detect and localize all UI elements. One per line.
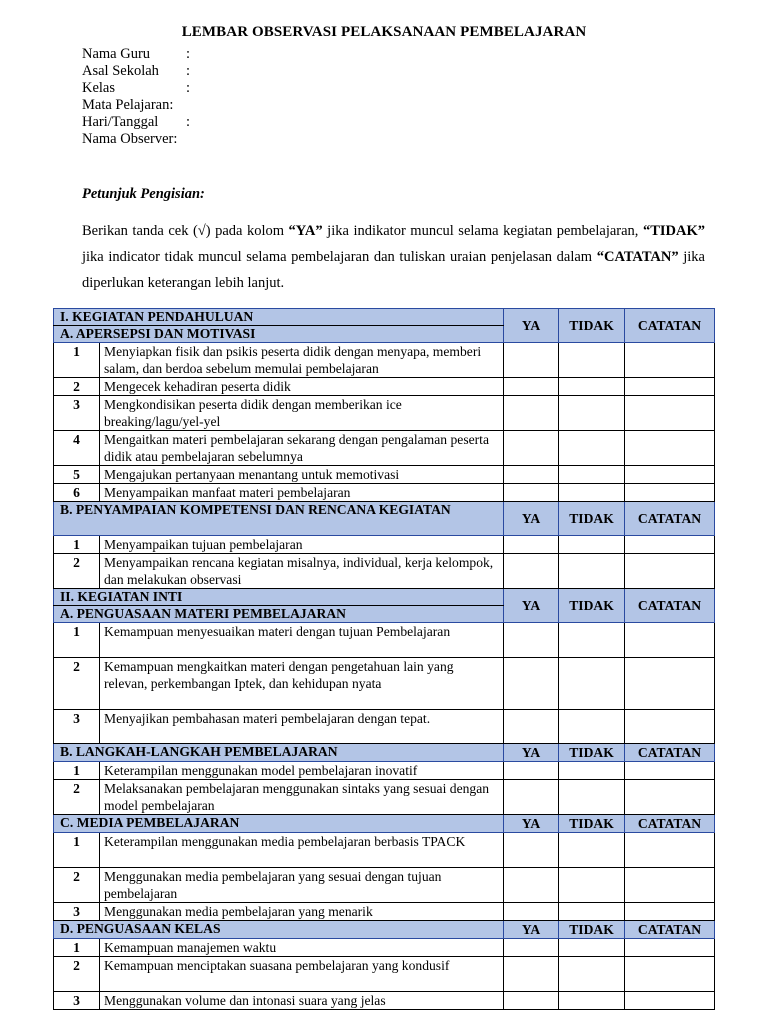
- ya-check-cell[interactable]: [504, 466, 559, 484]
- indicator-text: Menggunakan media pembelajaran yang menarik: [100, 903, 504, 921]
- info-row: [82, 131, 190, 148]
- indicator-row: [54, 762, 715, 780]
- catatan-cell[interactable]: [625, 957, 715, 992]
- catatan-cell[interactable]: [625, 623, 715, 658]
- indicator-number: 1: [54, 623, 100, 658]
- section-header-row: [54, 921, 715, 939]
- indicator-row: [54, 658, 715, 710]
- info-colon: :: [186, 63, 191, 79]
- tidak-check-cell[interactable]: [559, 343, 625, 378]
- ya-check-cell[interactable]: [504, 484, 559, 502]
- ya-check-cell[interactable]: [504, 343, 559, 378]
- tidak-check-cell[interactable]: [559, 868, 625, 903]
- ya-check-cell[interactable]: [504, 957, 559, 992]
- indicator-row: [54, 780, 715, 815]
- tidak-column-header: TIDAK: [559, 309, 625, 343]
- indicator-number: 2: [54, 868, 100, 903]
- indicator-text: Keterampilan menggunakan media pembelajaran berbasis TPACK: [100, 833, 504, 868]
- indicator-text: Melaksanakan pembelajaran menggunakan sintaks yang sesuai dengan model pembelajaran: [100, 780, 504, 815]
- indicator-row: [54, 396, 715, 431]
- indicator-row: [54, 484, 715, 502]
- instr-catatan: “CATATAN”: [596, 249, 679, 265]
- catatan-column-header: CATATAN: [625, 589, 715, 623]
- tidak-check-cell[interactable]: [559, 992, 625, 1010]
- indicator-row: [54, 536, 715, 554]
- indicator-text: Kemampuan menyesuaikan materi dengan tujuan Pembelajaran: [100, 623, 504, 658]
- indicator-number: 2: [54, 957, 100, 992]
- info-row: [82, 114, 190, 131]
- catatan-cell[interactable]: [625, 762, 715, 780]
- instr-part: jika diperlukan keterangan lebih lanjut.: [82, 249, 705, 291]
- tidak-column-header: TIDAK: [559, 921, 625, 939]
- catatan-cell[interactable]: [625, 431, 715, 466]
- tidak-check-cell[interactable]: [559, 780, 625, 815]
- catatan-cell[interactable]: [625, 903, 715, 921]
- indicator-number: 2: [54, 658, 100, 710]
- ya-check-cell[interactable]: [504, 780, 559, 815]
- instr-part: Berikan tanda cek (√) pada kolom: [82, 223, 289, 239]
- indicator-number: 1: [54, 343, 100, 378]
- catatan-cell[interactable]: [625, 536, 715, 554]
- section-heading: C. MEDIA PEMBELAJARAN: [54, 815, 504, 833]
- tidak-check-cell[interactable]: [559, 957, 625, 992]
- ya-check-cell[interactable]: [504, 868, 559, 903]
- ya-check-cell[interactable]: [504, 833, 559, 868]
- ya-column-header: YA: [504, 921, 559, 939]
- indicator-number: 6: [54, 484, 100, 502]
- ya-column-header: YA: [504, 589, 559, 623]
- indicator-row: [54, 833, 715, 868]
- document-title: LEMBAR OBSERVASI PELAKSANAAN PEMBELAJARAN: [181, 24, 587, 40]
- indicator-number: 3: [54, 710, 100, 744]
- indicator-row: [54, 868, 715, 903]
- info-label: Asal Sekolah: [82, 63, 159, 79]
- indicator-number: 3: [54, 992, 100, 1010]
- indicator-number: 1: [54, 833, 100, 868]
- instr-ya: “YA”: [288, 223, 323, 239]
- ya-check-cell[interactable]: [504, 903, 559, 921]
- ya-check-cell[interactable]: [504, 992, 559, 1010]
- tidak-column-header: TIDAK: [559, 815, 625, 833]
- ya-column-header: YA: [504, 815, 559, 833]
- indicator-text: Mengajukan pertanyaan menantang untuk memotivasi: [100, 466, 504, 484]
- indicator-number: 1: [54, 939, 100, 957]
- tidak-check-cell[interactable]: [559, 710, 625, 744]
- info-colon: :: [186, 80, 191, 96]
- info-row: [82, 97, 190, 114]
- indicator-row: [54, 903, 715, 921]
- indicator-row: [54, 957, 715, 992]
- tidak-check-cell[interactable]: [559, 939, 625, 957]
- catatan-cell[interactable]: [625, 343, 715, 378]
- section-header-row: [54, 502, 715, 536]
- indicator-text: Kemampuan menciptakan suasana pembelajaran yang kondusif: [100, 957, 504, 992]
- ya-check-cell[interactable]: [504, 762, 559, 780]
- indicator-row: [54, 431, 715, 466]
- indicator-text: Menggunakan volume dan intonasi suara yang jelas: [100, 992, 504, 1010]
- catatan-cell[interactable]: [625, 378, 715, 396]
- catatan-column-header: CATATAN: [625, 921, 715, 939]
- indicator-number: 2: [54, 780, 100, 815]
- tidak-column-header: TIDAK: [559, 589, 625, 623]
- indicator-number: 4: [54, 431, 100, 466]
- indicator-text: Menyampaikan manfaat materi pembelajaran: [100, 484, 504, 502]
- info-label: Nama Observer: [82, 131, 174, 147]
- catatan-cell[interactable]: [625, 466, 715, 484]
- tidak-check-cell[interactable]: [559, 378, 625, 396]
- indicator-text: Menyajikan pembahasan materi pembelajaran dengan tepat.: [100, 710, 504, 744]
- instr-tidak: “TIDAK”: [642, 223, 705, 239]
- catatan-cell[interactable]: [625, 658, 715, 710]
- info-colon: :: [186, 114, 191, 130]
- section-heading: B. PENYAMPAIAN KOMPETENSI DAN RENCANA KEGIATAN: [54, 502, 504, 536]
- ya-check-cell[interactable]: [504, 939, 559, 957]
- info-row: [82, 80, 190, 97]
- indicator-row: [54, 623, 715, 658]
- ya-check-cell[interactable]: [504, 658, 559, 710]
- tidak-check-cell[interactable]: [559, 554, 625, 589]
- instructions-text: [82, 218, 705, 296]
- tidak-check-cell[interactable]: [559, 431, 625, 466]
- section-header-row: [54, 815, 715, 833]
- indicator-row: [54, 343, 715, 378]
- tidak-check-cell[interactable]: [559, 536, 625, 554]
- section-heading: D. PENGUASAAN KELAS: [54, 921, 504, 939]
- section-header-row: [54, 589, 715, 606]
- tidak-check-cell[interactable]: [559, 658, 625, 710]
- indicator-number: 1: [54, 536, 100, 554]
- catatan-cell[interactable]: [625, 939, 715, 957]
- section-heading: B. LANGKAH-LANGKAH PEMBELAJARAN: [54, 744, 504, 762]
- ya-check-cell[interactable]: [504, 710, 559, 744]
- ya-check-cell[interactable]: [504, 378, 559, 396]
- indicator-number: 3: [54, 903, 100, 921]
- catatan-cell[interactable]: [625, 833, 715, 868]
- info-row: [82, 63, 190, 80]
- indicator-text: Mengaitkan materi pembelajaran sekarang dengan pengalaman peserta didik atau pembelajaran sebelumnya: [100, 431, 504, 466]
- indicator-row: [54, 992, 715, 1010]
- ya-column-header: YA: [504, 309, 559, 343]
- tidak-check-cell[interactable]: [559, 623, 625, 658]
- identity-block: [82, 46, 190, 148]
- observation-table-body: [54, 309, 715, 1010]
- catatan-column-header: CATATAN: [625, 815, 715, 833]
- tidak-check-cell[interactable]: [559, 396, 625, 431]
- ya-check-cell[interactable]: [504, 431, 559, 466]
- indicator-text: Menyampaikan rencana kegiatan misalnya, individual, kerja kelompok, dan melakukan observasi: [100, 554, 504, 589]
- observation-table: [53, 308, 715, 1010]
- info-label: Mata Pelajaran: [82, 97, 170, 113]
- indicator-row: [54, 554, 715, 589]
- tidak-check-cell[interactable]: [559, 903, 625, 921]
- tidak-check-cell[interactable]: [559, 484, 625, 502]
- info-label: Kelas: [82, 80, 116, 96]
- ya-check-cell[interactable]: [504, 396, 559, 431]
- info-label: Nama Guru: [82, 46, 151, 62]
- section-heading: I. KEGIATAN PENDAHULUAN: [54, 309, 504, 326]
- catatan-cell[interactable]: [625, 396, 715, 431]
- section-header-row: [54, 744, 715, 762]
- indicator-text: Keterampilan menggunakan model pembelajaran inovatif: [100, 762, 504, 780]
- ya-check-cell[interactable]: [504, 554, 559, 589]
- catatan-cell[interactable]: [625, 484, 715, 502]
- info-label: Hari/Tanggal: [82, 114, 159, 130]
- tidak-check-cell[interactable]: [559, 466, 625, 484]
- catatan-column-header: CATATAN: [625, 744, 715, 762]
- section-subheading: A. APERSEPSI DAN MOTIVASI: [54, 326, 504, 343]
- indicator-number: 3: [54, 396, 100, 431]
- ya-column-header: YA: [504, 744, 559, 762]
- indicator-text: Kemampuan mengkaitkan materi dengan pengetahuan lain yang relevan, perkembangan Iptek, dan kehidupan nyata: [100, 658, 504, 710]
- catatan-cell[interactable]: [625, 868, 715, 903]
- indicator-row: [54, 939, 715, 957]
- ya-column-header: YA: [504, 502, 559, 536]
- info-colon: :: [186, 46, 191, 62]
- section-heading: II. KEGIATAN INTI: [54, 589, 504, 606]
- catatan-cell[interactable]: [625, 992, 715, 1010]
- tidak-check-cell[interactable]: [559, 833, 625, 868]
- catatan-cell[interactable]: [625, 710, 715, 744]
- instructions-heading: Petunjuk Pengisian:: [82, 186, 205, 202]
- indicator-number: 2: [54, 554, 100, 589]
- indicator-number: 5: [54, 466, 100, 484]
- indicator-text: Menggunakan media pembelajaran yang sesuai dengan tujuan pembelajaran: [100, 868, 504, 903]
- catatan-column-header: CATATAN: [625, 502, 715, 536]
- indicator-number: 1: [54, 762, 100, 780]
- indicator-number: 2: [54, 378, 100, 396]
- tidak-column-header: TIDAK: [559, 744, 625, 762]
- indicator-text: Menyiapkan fisik dan psikis peserta didik dengan menyapa, memberi salam, dan berdoa sebelum memulai pembelajaran: [100, 343, 504, 378]
- indicator-text: Mengecek kehadiran peserta didik: [100, 378, 504, 396]
- indicator-text: Menyampaikan tujuan pembelajaran: [100, 536, 504, 554]
- catatan-cell[interactable]: [625, 780, 715, 815]
- catatan-column-header: CATATAN: [625, 309, 715, 343]
- ya-check-cell[interactable]: [504, 623, 559, 658]
- instr-part: jika indicator tidak muncul selama pembelajaran dan tuliskan uraian penjelasan dalam: [82, 249, 597, 265]
- ya-check-cell[interactable]: [504, 536, 559, 554]
- section-subheading: A. PENGUASAAN MATERI PEMBELAJARAN: [54, 606, 504, 623]
- tidak-column-header: TIDAK: [559, 502, 625, 536]
- catatan-cell[interactable]: [625, 554, 715, 589]
- indicator-text: Kemampuan manajemen waktu: [100, 939, 504, 957]
- indicator-row: [54, 710, 715, 744]
- info-row: [82, 46, 190, 63]
- tidak-check-cell[interactable]: [559, 762, 625, 780]
- info-colon: :: [173, 131, 178, 147]
- indicator-text: Mengkondisikan peserta didik dengan memberikan ice breaking/lagu/yel-yel: [100, 396, 504, 431]
- section-header-row: [54, 309, 715, 326]
- indicator-row: [54, 466, 715, 484]
- info-colon: :: [169, 97, 174, 113]
- indicator-row: [54, 378, 715, 396]
- instr-part: jika indikator muncul selama kegiatan pembelajaran,: [322, 223, 643, 239]
